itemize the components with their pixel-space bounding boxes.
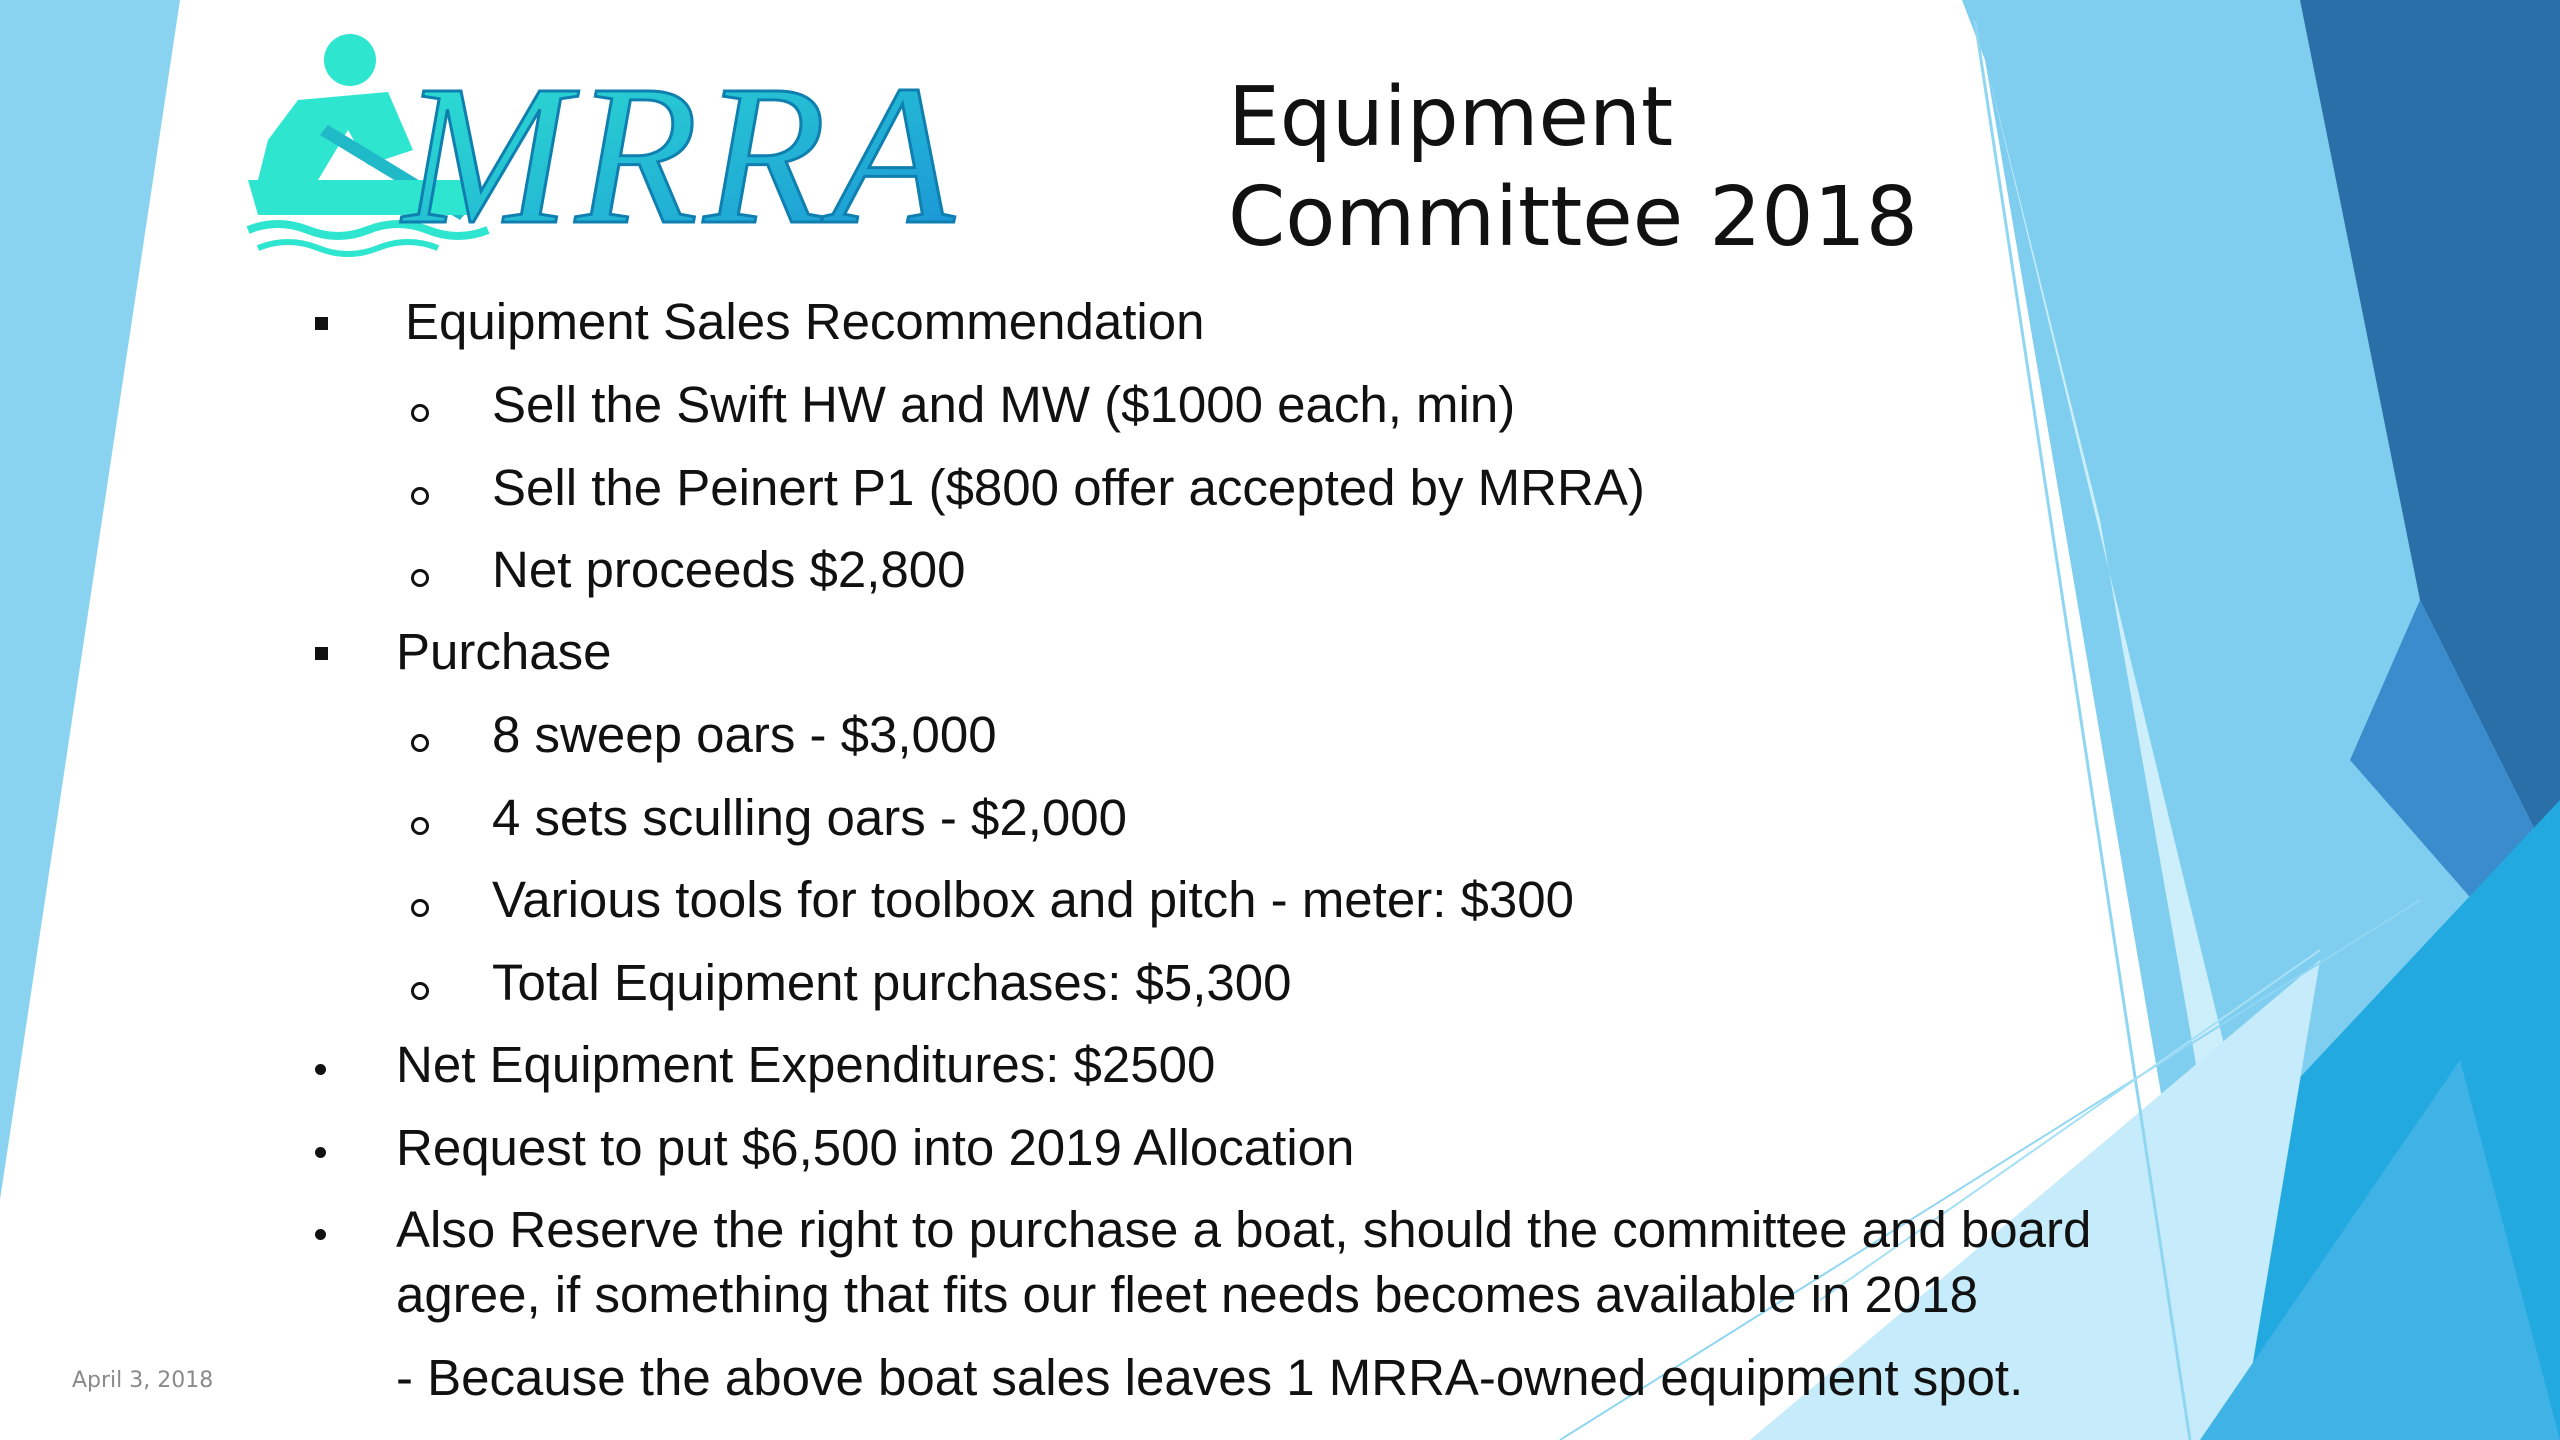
title-line-1: Equipment — [1228, 70, 1674, 165]
request-allocation: Request to put $6,500 into 2019 Allocation — [396, 1119, 1355, 1176]
square-bullet-icon — [315, 647, 328, 660]
dot-bullet-icon — [315, 1229, 326, 1240]
logo-text: MRRA — [403, 45, 961, 260]
circle-bullet-icon — [411, 404, 429, 422]
purchase-item-1: 8 sweep oars - $3,000 — [492, 706, 997, 763]
circle-bullet-icon — [411, 569, 429, 587]
title-line-2: Committee 2018 — [1228, 170, 1918, 265]
sales-item-1: Sell the Swift HW and MW ($1000 each, min) — [492, 376, 1516, 433]
net-expenditures: Net Equipment Expenditures: $2500 — [396, 1036, 1216, 1093]
circle-bullet-icon — [411, 982, 429, 1000]
circle-bullet-icon — [411, 734, 429, 752]
reserve-line-2: agree, if something that fits our fleet needs becomes available in 2018 — [396, 1266, 1978, 1323]
dot-bullet-icon — [315, 1064, 326, 1075]
purchase-item-4: Total Equipment purchases: $5,300 — [492, 954, 1292, 1011]
sales-item-2: Sell the Peinert P1 ($800 offer accepted by MRRA) — [492, 459, 1645, 516]
circle-bullet-icon — [411, 817, 429, 835]
circle-bullet-icon — [411, 899, 429, 917]
purchase-item-3: Various tools for toolbox and pitch - meter: $300 — [492, 871, 1574, 928]
purchase-heading: Purchase — [396, 623, 612, 680]
reserve-line-1: Also Reserve the right to purchase a boat, should the committee and board — [396, 1201, 2092, 1258]
circle-bullet-icon — [411, 487, 429, 505]
sales-heading: Equipment Sales Recommendation — [405, 293, 1205, 350]
sales-item-3: Net proceeds $2,800 — [492, 541, 966, 598]
dot-bullet-icon — [315, 1147, 326, 1158]
square-bullet-icon — [315, 317, 328, 330]
footer-date: April 3, 2018 — [72, 1368, 214, 1393]
reserve-note: - Because the above boat sales leaves 1 MRRA-owned equipment spot. — [396, 1349, 2024, 1406]
purchase-item-2: 4 sets sculling oars - $2,000 — [492, 789, 1128, 846]
